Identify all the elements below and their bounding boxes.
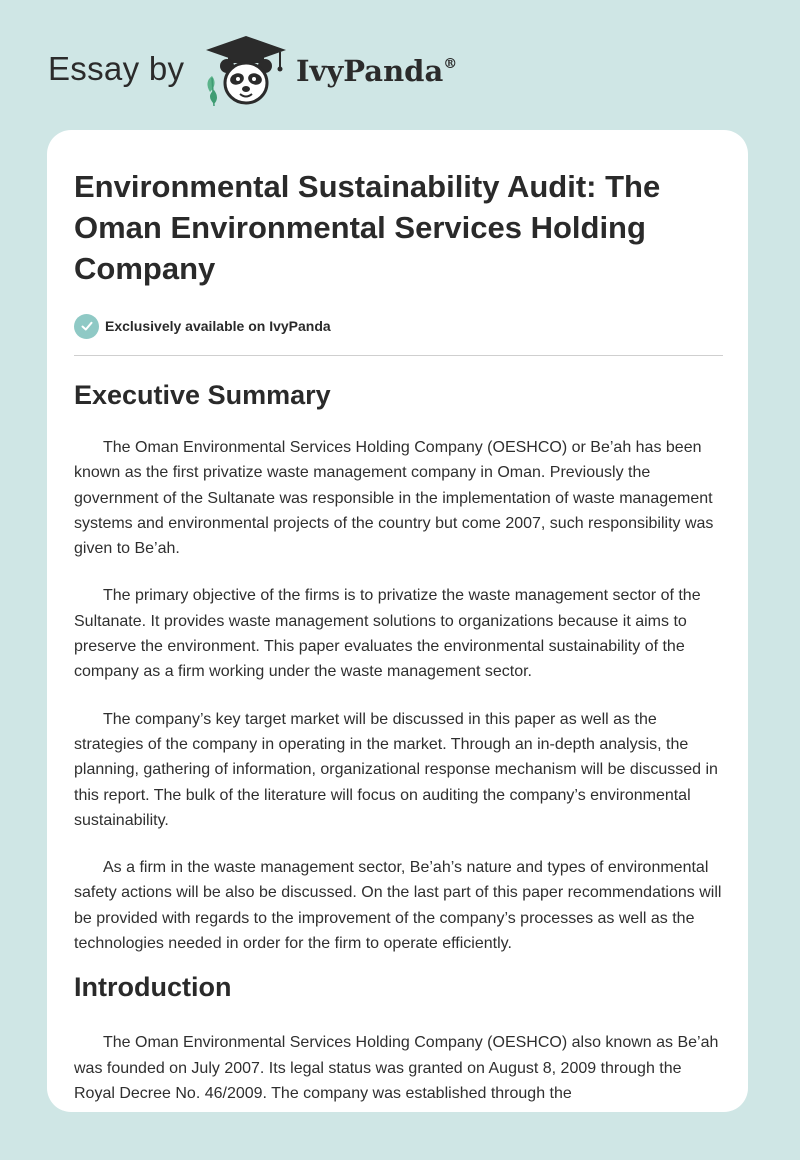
divider bbox=[74, 355, 723, 356]
essay-by-label: Essay by bbox=[48, 50, 185, 87]
exclusive-badge bbox=[74, 313, 722, 339]
essay-card bbox=[47, 130, 748, 1112]
check-icon bbox=[74, 314, 99, 339]
panda-logo-icon[interactable] bbox=[200, 34, 292, 108]
badge-label: Exclusively available on IvyPanda bbox=[105, 318, 331, 334]
paragraph: As a firm in the waste management sector, Be’ah’s nature and types of environmental safety actions will be also be discussed. On the last part of this paper recommendations will be provided with regards to the improvement of the company’s processes as well as the technologies needed in order for the firm to operate efficiently. bbox=[74, 859, 722, 953]
paragraph: The company’s key target market will be discussed in this paper as well as the strategies of the company in operating in the market. Through an in-depth analysis, the planning, gathering of information, organizational response mechanism will be discussed in this report. The bulk of the literature will focus on auditing the company’s environmental sustainability. bbox=[74, 710, 718, 829]
site-header bbox=[0, 0, 800, 130]
paragraph: The Oman Environmental Services Holding Company (OESHCO) also known as Be’ah was founded on July 2007. Its legal status was granted on August 8, 2009 through the Royal Decree No. 46/2009. The company was established through the bbox=[74, 1034, 719, 1102]
paragraph: The primary objective of the firms is to privatize the waste management sector of the Sultanate. It provides waste management solutions to organizations because it aims to preserve the environment. This paper evaluates the environmental sustainability of the company as a firm working under the waste management sector. bbox=[74, 587, 701, 681]
section-heading-executive-summary: Executive Summary bbox=[74, 380, 331, 410]
paragraph: The Oman Environmental Services Holding Company (OESHCO) or Be’ah has been known as the first privatize waste management company in Oman. Previously the government of the Sultanate was responsible in the implementation of waste management systems and environmental projects of the country but come 2007, such responsibility was given to Be’ah. bbox=[74, 439, 714, 558]
brand-name[interactable]: IvyPanda® bbox=[296, 54, 458, 88]
page-title: Environmental Sustainability Audit: The Oman Environmental Services Holding Company bbox=[74, 169, 661, 286]
registered-mark: ® bbox=[443, 56, 458, 72]
section-heading-introduction: Introduction bbox=[74, 972, 232, 1003]
